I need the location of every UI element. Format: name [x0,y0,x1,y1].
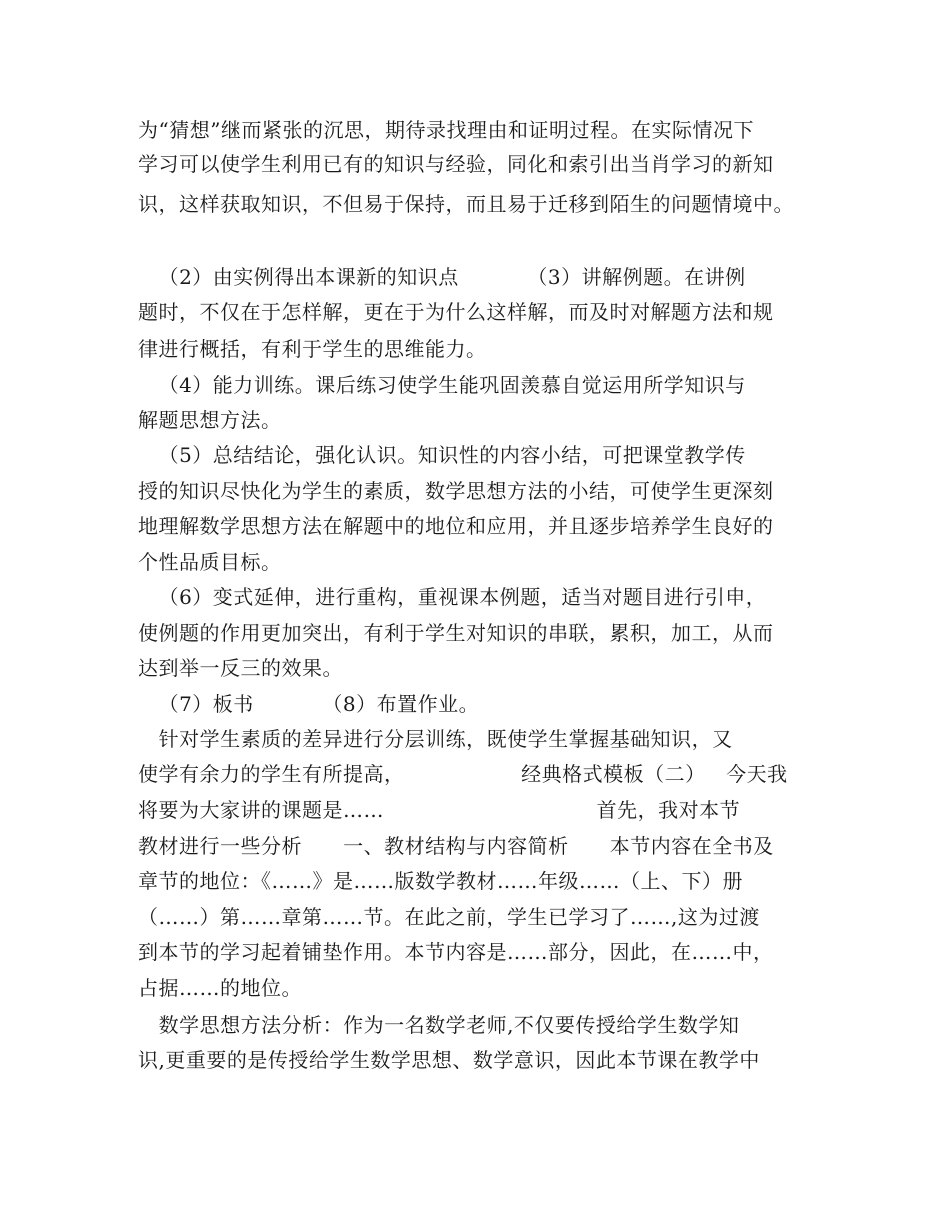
text-line: 使例题的作用更加突出，有利于学生对知识的串联，累积，加工，从而 [138,621,774,645]
text-line: （7）板书 （8）布置作业。 [138,692,480,716]
text-line: 章节的地位：《……》是……版数学教材……年级……（上、下）册 [138,869,743,893]
text-line: 占据……的地位。 [138,976,302,1000]
text-line: （2）由实例得出本课新的知识点 （3）讲解例题。在讲例 [138,265,746,289]
text-line: 地理解数学思想方法在解题中的地位和应用，并且逐步培养学生良好的 [138,514,774,538]
text-line: （……）第……章第……节。在此之前，学生已学习了……,这为过渡 [138,905,760,929]
text-line: 使学有余力的学生有所提高， 经典格式模板（二） 今天我 [138,762,788,786]
text-line: 律进行概括，有利于学生的思维能力。 [138,337,487,361]
text-line: 教材进行一些分析 一、教材结构与内容简析 本节内容在全书及 [138,834,774,858]
text-line: 将要为大家讲的课题是…… 首先，我对本节 [138,798,741,822]
text-line: 数学思想方法分析：作为一名数学老师,不仅要传授给学生数学知 [138,1013,740,1037]
text-line: 个性品质目标。 [138,550,282,574]
text-line: 为“猜想”继而紧张的沉思，期待录找理由和证明过程。在实际情况下 [138,118,754,142]
text-line: 识,更重要的是传授给学生数学思想、数学意识，因此本节课在教学中 [138,1048,760,1072]
text-line: 授的知识尽快化为学生的素质，数学思想方法的小结，可使学生更深刻 [138,479,774,503]
text-line: 解题思想方法。 [138,408,282,432]
text-line: 识，这样获取知识，不但易于保持，而且易于迁移到陌生的问题情境中。 [138,192,794,216]
text-line: 题时，不仅在于怎样解，更在于为什么这样解，而及时对解题方法和规 [138,300,774,324]
text-line: （6）变式延伸，进行重构，重视课本例题，适当对题目进行引申， [138,585,767,609]
text-line: （5）总结结论，强化认识。知识性的内容小结，可把课堂教学传 [138,443,746,467]
text-line: 到本节的学习起着铺垫作用。本节内容是……部分，因此，在……中， [138,940,774,964]
text-line: 学习可以使学生利用已有的知识与经验，同化和索引出当肖学习的新知 [138,152,774,176]
text-line: 针对学生素质的差异进行分层训练，既使学生掌握基础知识，又 [138,727,733,751]
text-line: 达到举一反三的效果。 [138,656,343,680]
text-line: （4）能力训练。课后练习使学生能巩固羡慕自觉运用所学知识与 [138,373,746,397]
